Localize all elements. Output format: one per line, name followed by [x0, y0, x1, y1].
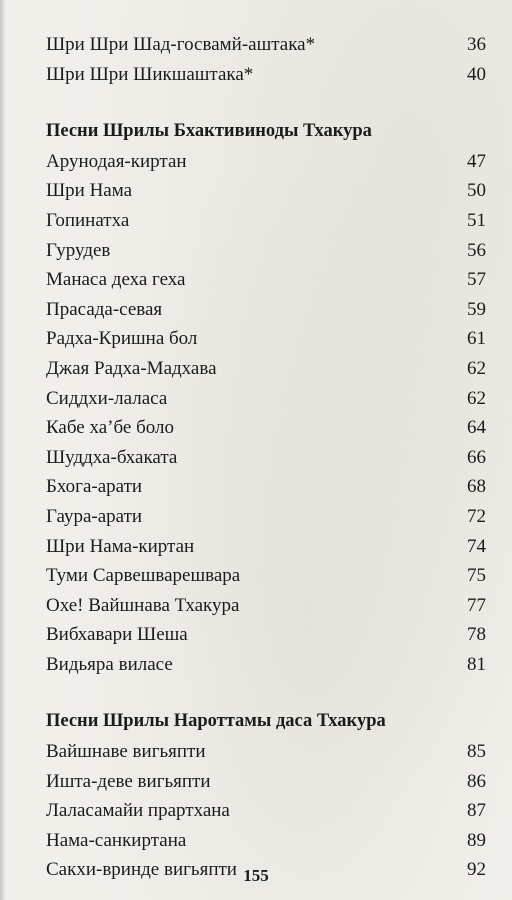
- toc-entry-page: 59: [467, 298, 486, 320]
- toc-entry-title: Гопинатха: [46, 209, 130, 231]
- section-gap: [46, 89, 486, 117]
- toc-entry: [46, 30, 486, 60]
- toc-entry-title: Джая Радха-Мадхава: [46, 357, 217, 379]
- toc-entry-title: Бхога-арати: [46, 476, 143, 498]
- toc-entry-page: 51: [467, 209, 486, 231]
- toc-entry: [46, 384, 486, 414]
- toc-entry: [46, 147, 486, 177]
- toc-entry: [46, 650, 486, 680]
- toc-entry: [46, 532, 486, 562]
- toc-entry-page: 61: [467, 328, 486, 350]
- toc-entry-title: Сакхи-вринде вигьяпти: [46, 859, 237, 881]
- toc-entry: [46, 265, 486, 295]
- toc-entry: [46, 295, 486, 325]
- toc-entry-title: Шуддха-бхаката: [46, 446, 178, 468]
- toc-entry: [46, 826, 486, 856]
- toc-entry: [46, 413, 486, 443]
- toc-entry-page: 62: [467, 357, 486, 379]
- toc-entry: [46, 796, 486, 826]
- table-of-contents: [46, 30, 486, 885]
- toc-entry-title: Вайшнаве вигьяпти: [46, 741, 206, 763]
- toc-entry-page: 40: [467, 63, 486, 85]
- toc-entry-title: Шри Нама-киртан: [46, 535, 195, 557]
- toc-entry-title: Радха-Кришна бол: [46, 328, 198, 350]
- page-number: 155: [243, 866, 269, 885]
- toc-entry-title: Шри Шри Шикшаштака*: [46, 63, 254, 85]
- toc-entry-page: 85: [467, 741, 486, 763]
- toc-entry: [46, 620, 486, 650]
- toc-entry-page: 86: [467, 770, 486, 792]
- toc-entry: [46, 354, 486, 384]
- section-heading-narottama: Песни Шрилы Нароттамы даса Тхакура: [46, 711, 386, 732]
- toc-entry-page: 56: [467, 239, 486, 261]
- toc-entry-title: Шри Шри Шад-госвамй-аштака*: [46, 34, 316, 55]
- toc-entry-page: 77: [467, 594, 486, 616]
- toc-entry-title: Иштa-деве вигьяпти: [46, 770, 211, 792]
- toc-entry-page: 66: [467, 446, 486, 468]
- toc-entry-page: 62: [467, 387, 486, 409]
- toc-entry-page: 92: [467, 859, 486, 881]
- toc-entry-page: 75: [467, 565, 486, 587]
- toc-entry: [46, 502, 486, 532]
- toc-entry: [46, 737, 486, 767]
- toc-entry: [46, 561, 486, 591]
- toc-entry: [46, 324, 486, 354]
- toc-entry-page: 87: [467, 800, 486, 822]
- toc-entry-title: Охе! Вайшнава Тхакура: [46, 594, 240, 616]
- toc-entry-title: Лаласамайи прартхана: [46, 800, 230, 822]
- toc-entry-title: Сиддхи-лаласа: [46, 387, 168, 409]
- toc-entry: [46, 236, 486, 266]
- toc-entry-title: Гурудев: [46, 239, 111, 261]
- toc-entry-title: Арунодая-киртан: [46, 150, 187, 172]
- toc-entry-page: 89: [467, 829, 486, 851]
- page-edge-shadow: [0, 0, 6, 900]
- toc-entry: [46, 176, 486, 206]
- toc-entry-title: Манаса деха геха: [46, 269, 186, 291]
- section-gap: [46, 679, 486, 707]
- toc-entry-title: Видьяра виласе: [46, 653, 173, 675]
- toc-entry-title: Кабе ха’бе боло: [46, 417, 174, 439]
- toc-entry-page: 50: [467, 180, 486, 202]
- toc-entry-page: 72: [467, 505, 486, 527]
- toc-entry-page: 57: [467, 269, 486, 291]
- toc-entry-page: 78: [467, 624, 486, 646]
- toc-entry: [46, 206, 486, 236]
- toc-entry-title: Туми Сарвешварешвара: [46, 565, 241, 587]
- section-heading-bhaktivinoda: Песни Шрилы Бхактивиноды Тхакура: [46, 121, 372, 142]
- toc-entry-page: 68: [467, 476, 486, 498]
- toc-entry-page: 81: [467, 653, 486, 675]
- toc-entry: [46, 767, 486, 797]
- toc-entry-title: Вибхавари Шеша: [46, 624, 188, 646]
- toc-entry-page: 47: [467, 150, 486, 172]
- toc-entry: [46, 443, 486, 473]
- toc-entry: [46, 60, 486, 90]
- toc-entry-title: Гаура-арати: [46, 505, 143, 527]
- toc-entry-page: 64: [467, 417, 486, 439]
- toc-entry-title: Шри Нама: [46, 180, 133, 202]
- toc-entry-title: Прасада-севая: [46, 298, 163, 320]
- toc-entry-page: 36: [467, 34, 486, 55]
- toc-entry-page: 74: [467, 535, 486, 557]
- toc-entry-title: Нама-санкиртана: [46, 829, 187, 851]
- toc-entry: [46, 472, 486, 502]
- toc-entry: [46, 591, 486, 621]
